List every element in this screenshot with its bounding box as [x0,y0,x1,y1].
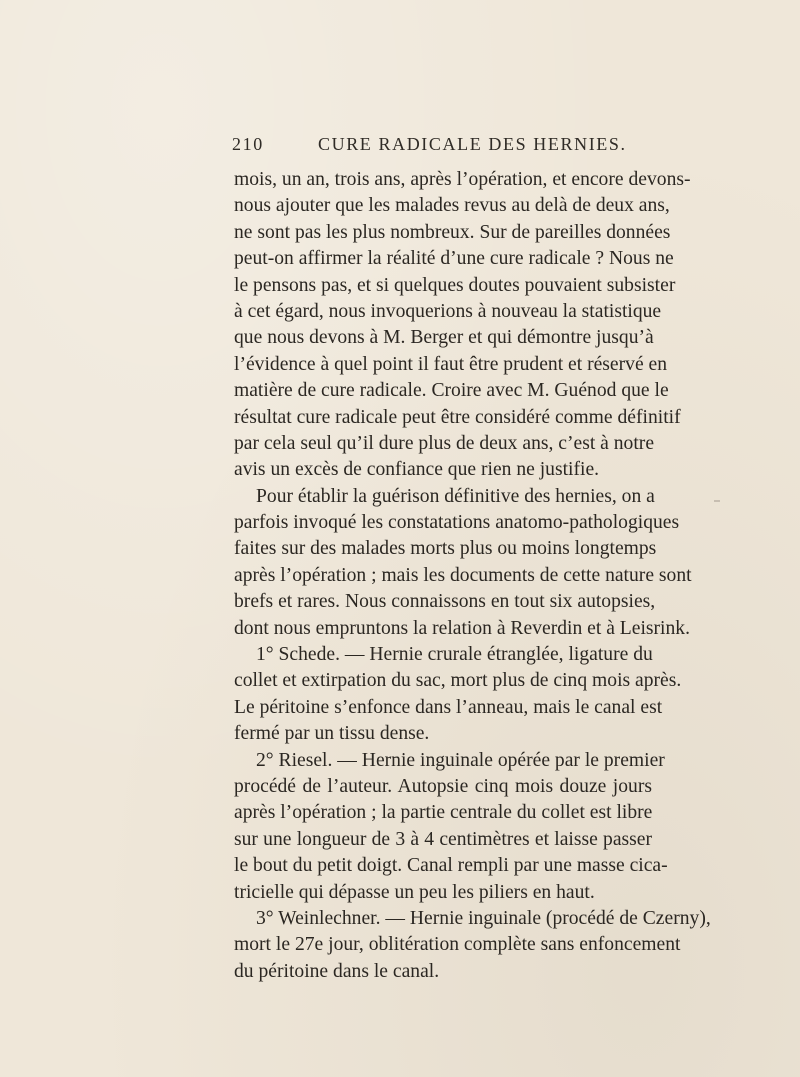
paper-blemish [714,500,720,502]
text-line: tricielle qui dépasse un peu les piliers en haut. [234,881,595,903]
paragraph-1 [234,167,691,484]
text-line: après l’opération ; mais les documents de cette nature sont [234,564,692,586]
text-line: parfois invoqué les constatations anatomo-pathologiques [234,512,680,534]
text-line: le pensons pas, et si quelques doutes pouvaient subsister [234,274,676,296]
text-line: brefs et rares. Nous connaissons en tout six autopsies, [234,591,656,613]
text-line: matière de cure radicale. Croire avec M. Guénod que le [234,380,669,402]
paragraph-3 [234,642,682,748]
text-line: collet et extirpation du sac, mort plus de cinq mois après. [234,670,682,692]
text-line: après l’opération ; la partie centrale du collet est libre [234,802,653,824]
text-line: l’évidence à quel point il faut être prudent et réservé en [234,353,668,375]
text-line: mois, un an, trois ans, après l’opération, et encore devons- [234,169,691,190]
text-line: 3° Weinlechner. — Hernie inguinale (procédé de Czerny), [256,907,711,929]
running-title: CURE RADICALE DES HERNIES. [318,134,627,154]
page-number: 210 [232,134,264,154]
text-line: à cet égard, nous invoquerions à nouveau la statistique [234,300,662,322]
text-line: fermé par un tissu dense. [234,723,430,745]
text-line: procédé de l’auteur. Autopsie cinq mois douze jours [234,775,652,797]
text-line: faites sur des malades morts plus ou moins longtemps [234,538,657,560]
paragraph-5 [234,906,711,985]
text-line: avis un excès de confiance que rien ne justifie. [234,459,600,481]
text-line: dont nous empruntons la relation à Reverdin et à Leisrink. [234,617,690,639]
text-line: que nous devons à M. Berger et qui démontre jusqu’à [234,327,654,349]
text-line: Le péritoine s’enfonce dans l’anneau, mais le canal est [234,696,663,718]
body-text [234,167,711,985]
text-line: sur une longueur de 3 à 4 centimètres et laisse passer [234,828,652,850]
text-line: résultat cure radicale peut être considéré comme définitif [234,406,681,428]
text-line: Pour établir la guérison définitive des hernies, on a [256,485,655,507]
text-line: le bout du petit doigt. Canal rempli par une masse cica- [234,855,668,877]
text-line: peut-on affirmer la réalité d’une cure radicale ? Nous ne [234,248,674,270]
text-line: mort le 27e jour, oblitération complète sans enfoncement [234,934,681,956]
text-line: du péritoine dans le canal. [234,960,440,982]
text-line: ne sont pas les plus nombreux. Sur de pareilles données [234,221,671,243]
text-line: 1° Schede. — Hernie crurale étranglée, ligature du [256,644,653,666]
text-line: nous ajouter que les malades revus au delà de deux ans, [234,195,670,217]
text-line: 2° Riesel. — Hernie inguinale opérée par le premier [256,749,665,771]
running-head [232,134,652,160]
paragraph-4 [234,748,668,906]
text-line: par cela seul qu’il dure plus de deux ans, c’est à notre [234,432,655,454]
paragraph-2 [234,484,692,642]
